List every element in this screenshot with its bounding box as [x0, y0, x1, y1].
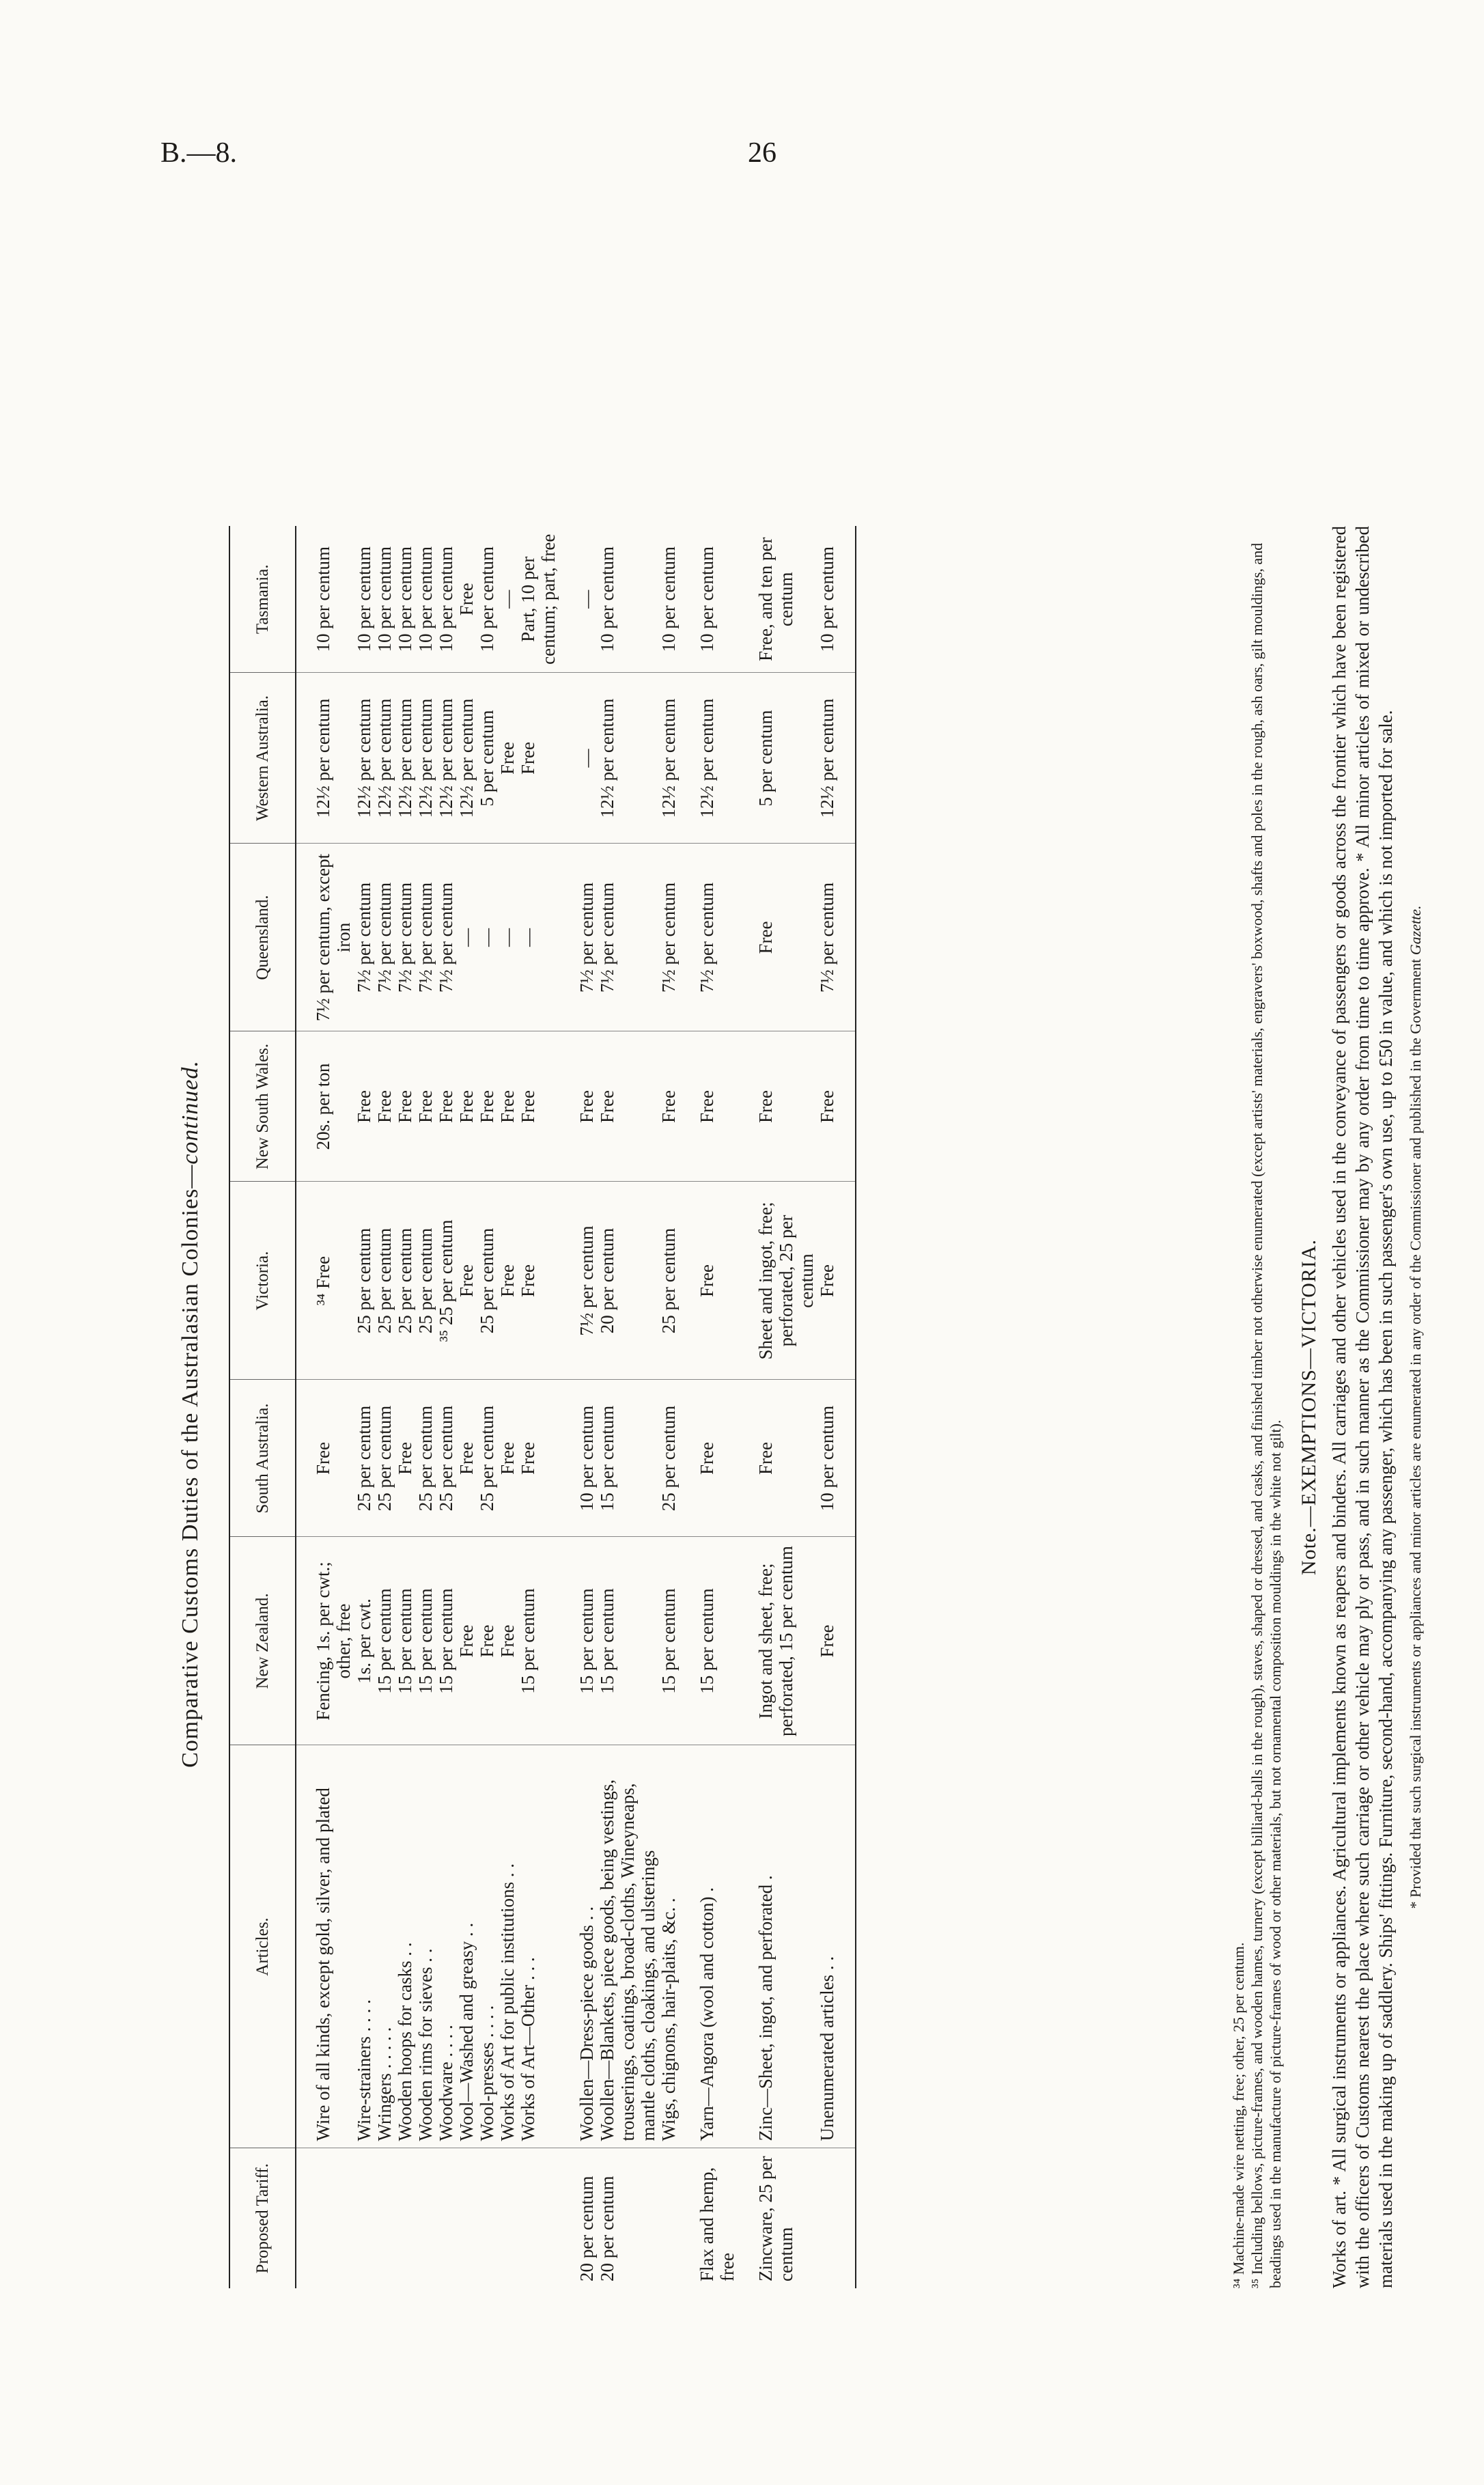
- cell-proposed-tariff: [354, 2148, 374, 2288]
- cell-western-australia: 12½ per centum: [817, 673, 856, 844]
- table-row: [456, 526, 477, 2288]
- cell-queensland: 7½ per centum, except iron: [296, 844, 354, 1031]
- cell-victoria: Free: [456, 1182, 477, 1380]
- exemptions-note: [1298, 526, 1425, 2288]
- cell-new-south-wales: Free: [658, 1031, 679, 1182]
- cell-queensland: 7½ per centum: [374, 844, 395, 1031]
- cell-victoria: Free: [679, 1182, 738, 1380]
- cell-new-south-wales: Free: [456, 1031, 477, 1182]
- table-row: [817, 526, 856, 2288]
- cell-proposed-tariff: [374, 2148, 395, 2288]
- cell-proposed-tariff: Flax and hemp, free: [697, 2167, 738, 2281]
- cell-south-australia: Free: [738, 1380, 817, 1537]
- cell-new-south-wales: Free: [679, 1031, 738, 1182]
- cell-new-south-wales: Free: [374, 1031, 395, 1182]
- table-footnotes: [1229, 526, 1285, 2288]
- cell-new-zealand: Free: [456, 1537, 477, 1745]
- table-body: [296, 526, 856, 2288]
- cell-article: Works of Art—Other . . .: [518, 1745, 559, 2148]
- cell-south-australia: 25 per centum: [354, 1380, 374, 1537]
- cell-western-australia: 12½ per centum: [395, 673, 415, 844]
- document-reference: B.—8.: [160, 137, 238, 169]
- cell-western-australia: 12½ per centum: [436, 673, 456, 844]
- cell-western-australia: 12½ per centum: [296, 673, 354, 844]
- table-row: [658, 526, 679, 2288]
- cell-south-australia: 25 per centum: [658, 1380, 679, 1537]
- table-title: [178, 540, 204, 2288]
- cell-article: Wigs, chignons, hair-plaits, &c. .: [658, 1745, 679, 2148]
- cell-western-australia: 12½ per centum: [597, 673, 658, 844]
- table-row: [477, 526, 497, 2288]
- cell-article: Zinc—Sheet, ingot, and perforated .: [738, 1745, 817, 2148]
- cell-article: Woollen—Blankets, piece goods, being vestings, trouserings, coatings, broad-cloths, Wineyneaps, mantle cloths, cloakings, and ulsterings: [597, 1745, 658, 2148]
- table-row: [679, 526, 738, 2288]
- cell-queensland: 7½ per centum: [679, 844, 738, 1031]
- cell-new-south-wales: Free: [518, 1031, 559, 1182]
- table-row: [738, 526, 817, 2288]
- table-row: [354, 526, 374, 2288]
- cell-victoria: Free: [817, 1182, 856, 1380]
- cell-victoria: 25 per centum: [354, 1182, 374, 1380]
- cell-western-australia: 12½ per centum: [679, 673, 738, 844]
- cell-queensland: —: [497, 844, 518, 1031]
- cell-western-australia: 12½ per centum: [658, 673, 679, 844]
- cell-south-australia: Free: [518, 1380, 559, 1537]
- cell-tasmania: Free: [456, 526, 477, 673]
- cell-south-australia: Free: [296, 1380, 354, 1537]
- cell-article: Wooden hoops for casks . .: [395, 1745, 415, 2148]
- cell-queensland: 7½ per centum: [817, 844, 856, 1031]
- cell-western-australia: Free: [518, 673, 559, 844]
- cell-new-south-wales: Free: [395, 1031, 415, 1182]
- cell-tasmania: 10 per centum: [354, 526, 374, 673]
- cell-western-australia: 12½ per centum: [456, 673, 477, 844]
- cell-proposed-tariff: [518, 2148, 559, 2288]
- cell-tasmania: 10 per centum: [374, 526, 395, 673]
- cell-tasmania: Part, 10 per centum; part, free: [518, 526, 559, 673]
- cell-queensland: —: [477, 844, 497, 1031]
- cell-article: Wooden rims for sieves . .: [415, 1745, 436, 2148]
- cell-south-australia: 10 per centum: [817, 1380, 856, 1537]
- col-header-proposed-tariff: Proposed Tariff.: [229, 2148, 296, 2288]
- table-row: [415, 526, 436, 2288]
- cell-tasmania: Free, and ten per centum: [738, 526, 817, 673]
- cell-new-south-wales: Free: [415, 1031, 436, 1182]
- cell-article: Woollen—Dress-piece goods . .: [559, 1745, 597, 2148]
- footnote-35: ³⁵ Including bellows, picture-frames, and wooden hames, turnery (except billiard-balls in the rough), staves, shaped or dressed, and casks, and finished timber not otherwise enumerated (except artists' materials, engravers' boxwood, shafts and poles in the rough, ash oars, gilt mouldings, and beadings used in the manufacture of picture-frames of wood or other materials, but not ornamental composition mouldings in the white not gilt).: [1248, 542, 1284, 2288]
- cell-western-australia: 12½ per centum: [374, 673, 395, 844]
- cell-new-south-wales: Free: [497, 1031, 518, 1182]
- cell-article: Woodware . . . .: [436, 1745, 456, 2148]
- cell-new-zealand: Free: [817, 1537, 856, 1745]
- cell-new-south-wales: Free: [477, 1031, 497, 1182]
- table-header-row: [229, 526, 296, 2288]
- cell-proposed-tariff: [436, 2148, 456, 2288]
- cell-new-zealand: 15 per centum: [415, 1537, 436, 1745]
- cell-south-australia: Free: [395, 1380, 415, 1537]
- cell-new-zealand: 15 per centum: [395, 1537, 415, 1745]
- cell-tasmania: 10 per centum: [477, 526, 497, 673]
- cell-south-australia: Free: [497, 1380, 518, 1537]
- cell-new-south-wales: Free: [559, 1031, 597, 1182]
- col-header-new-south-wales: New South Wales.: [229, 1031, 296, 1182]
- cell-new-south-wales: Free: [597, 1031, 658, 1182]
- cell-new-south-wales: Free: [817, 1031, 856, 1182]
- table-row: [559, 526, 597, 2288]
- cell-western-australia: 5 per centum: [738, 673, 817, 844]
- table-row: [518, 526, 559, 2288]
- cell-new-zealand: Ingot and sheet, free; perforated, 15 per centum: [738, 1537, 817, 1745]
- cell-new-south-wales: Free: [436, 1031, 456, 1182]
- cell-south-australia: 25 per centum: [477, 1380, 497, 1537]
- cell-south-australia: 10 per centum: [559, 1380, 597, 1537]
- cell-south-australia: Free: [679, 1380, 738, 1537]
- col-header-queensland: Queensland.: [229, 844, 296, 1031]
- cell-new-zealand: Fencing, 1s. per cwt.; other, free: [296, 1537, 354, 1745]
- cell-article: Unenumerated articles . .: [817, 1745, 856, 2148]
- cell-queensland: —: [456, 844, 477, 1031]
- cell-queensland: 7½ per centum: [559, 844, 597, 1031]
- cell-victoria: 25 per centum: [658, 1182, 679, 1380]
- cell-western-australia: —: [559, 673, 597, 844]
- note-footnote: [1407, 526, 1425, 2288]
- cell-new-zealand: 15 per centum: [658, 1537, 679, 1745]
- cell-new-zealand: Free: [477, 1537, 497, 1745]
- cell-victoria: 20 per centum: [597, 1182, 658, 1380]
- cell-article: Wire of all kinds, except gold, silver, and plated: [296, 1745, 354, 2148]
- cell-article: Wire-strainers . . . .: [354, 1745, 374, 2148]
- customs-duties-table: [229, 526, 856, 2288]
- col-header-victoria: Victoria.: [229, 1182, 296, 1380]
- table-title-main: Comparative Customs Duties of the Australasian Colonies—: [178, 1164, 203, 1768]
- cell-western-australia: Free: [497, 673, 518, 844]
- col-header-articles: Articles.: [229, 1745, 296, 2148]
- cell-victoria: 7½ per centum: [559, 1182, 597, 1380]
- footnote-34: ³⁴ Machine-made wire netting, free; other, 25 per centum.: [1230, 1942, 1247, 2288]
- cell-proposed-tariff: 20 per centum: [597, 2176, 617, 2281]
- cell-new-zealand: 1s. per cwt.: [354, 1537, 374, 1745]
- cell-victoria: 25 per centum: [395, 1182, 415, 1380]
- note-heading: Note.—EXEMPTIONS—VICTORIA.: [1298, 1238, 1320, 1576]
- table-row: [597, 526, 658, 2288]
- cell-tasmania: 10 per centum: [395, 526, 415, 673]
- cell-proposed-tariff: [296, 2148, 354, 2288]
- table-row: [436, 526, 456, 2288]
- cell-proposed-tariff: [817, 2148, 856, 2288]
- cell-queensland: 7½ per centum: [597, 844, 658, 1031]
- cell-article: Works of Art for public institutions . .: [497, 1745, 518, 2148]
- cell-proposed-tariff: Zincware, 25 per centum: [755, 2156, 796, 2281]
- cell-new-south-wales: Free: [738, 1031, 817, 1182]
- cell-new-zealand: 15 per centum: [559, 1537, 597, 1745]
- table-row: [374, 526, 395, 2288]
- cell-victoria: ³⁴ Free: [296, 1182, 354, 1380]
- cell-new-zealand: 15 per centum: [518, 1537, 559, 1745]
- cell-new-south-wales: Free: [354, 1031, 374, 1182]
- page-header: [160, 137, 1321, 178]
- cell-new-zealand: 15 per centum: [436, 1537, 456, 1745]
- cell-western-australia: 12½ per centum: [354, 673, 374, 844]
- cell-new-zealand: 15 per centum: [679, 1537, 738, 1745]
- cell-south-australia: 15 per centum: [597, 1380, 658, 1537]
- table-row: [395, 526, 415, 2288]
- rotated-page-content: [164, 205, 1424, 2288]
- cell-tasmania: 10 per centum: [817, 526, 856, 673]
- col-header-western-australia: Western Australia.: [229, 673, 296, 844]
- note-footnote-text: * Provided that such surgical instruments or appliances and minor articles are enumerated in any order of the Commissioner and published in the Government: [1407, 958, 1424, 1909]
- page-number: 26: [748, 137, 776, 169]
- cell-article: Wool-presses . . . .: [477, 1745, 497, 2148]
- note-footnote-gazette: Gazette.: [1407, 905, 1424, 956]
- cell-western-australia: 5 per centum: [477, 673, 497, 844]
- cell-new-zealand: 15 per centum: [597, 1537, 658, 1745]
- cell-proposed-tariff: [477, 2148, 497, 2288]
- cell-queensland: 7½ per centum: [658, 844, 679, 1031]
- cell-victoria: Free: [497, 1182, 518, 1380]
- cell-south-australia: 25 per centum: [374, 1380, 395, 1537]
- cell-victoria: ³⁵ 25 per centum: [436, 1182, 456, 1380]
- cell-article: Yarn—Angora (wool and cotton) .: [679, 1745, 738, 2148]
- cell-victoria: Sheet and ingot, free; perforated, 25 per centum: [738, 1182, 817, 1380]
- cell-south-australia: 25 per centum: [415, 1380, 436, 1537]
- col-header-south-australia: South Australia.: [229, 1380, 296, 1537]
- cell-queensland: 7½ per centum: [354, 844, 374, 1031]
- cell-tasmania: 10 per centum: [436, 526, 456, 673]
- cell-new-south-wales: 20s. per ton: [296, 1031, 354, 1182]
- cell-queensland: 7½ per centum: [395, 844, 415, 1031]
- table-row: [296, 526, 354, 2288]
- cell-queensland: —: [518, 844, 559, 1031]
- cell-victoria: Free: [518, 1182, 559, 1380]
- table-title-suffix: continued.: [178, 1060, 203, 1165]
- cell-south-australia: 25 per centum: [436, 1380, 456, 1537]
- table-row: [497, 526, 518, 2288]
- cell-proposed-tariff: [395, 2148, 415, 2288]
- cell-western-australia: 12½ per centum: [415, 673, 436, 844]
- cell-victoria: 25 per centum: [374, 1182, 395, 1380]
- cell-tasmania: —: [497, 526, 518, 673]
- cell-article: Wool—Washed and greasy . .: [456, 1745, 477, 2148]
- note-body: Works of art. * All surgical instruments or appliances. Agricultural implements known as reapers and binders. All carriages and other vehicles used in the conveyance of passengers or goods across the frontier which have been registered with the officers of Customs nearest the place where such carriage or other vehicle may ply or pass, and in such manner as the Commissioner may by any order from time to time approve. * All minor articles of mixed or undescribed materials used in the making up of saddlery. Ships' fittings. Furniture, second-hand, accompanying any passenger, which has been in such passenger's own use, up to £50 in value, and which is not imported for sale.: [1329, 526, 1396, 2288]
- cell-queensland: Free: [738, 844, 817, 1031]
- cell-proposed-tariff: [415, 2148, 436, 2288]
- cell-tasmania: 10 per centum: [296, 526, 354, 673]
- cell-queensland: 7½ per centum: [436, 844, 456, 1031]
- cell-south-australia: Free: [456, 1380, 477, 1537]
- cell-victoria: 25 per centum: [415, 1182, 436, 1380]
- cell-tasmania: 10 per centum: [658, 526, 679, 673]
- cell-proposed-tariff: [456, 2148, 477, 2288]
- cell-tasmania: 10 per centum: [597, 526, 658, 673]
- cell-new-zealand: 15 per centum: [374, 1537, 395, 1745]
- cell-tasmania: 10 per centum: [679, 526, 738, 673]
- cell-tasmania: 10 per centum: [415, 526, 436, 673]
- cell-article: Wringers . . . . .: [374, 1745, 395, 2148]
- cell-proposed-tariff: 20 per centum: [576, 2176, 597, 2281]
- cell-queensland: 7½ per centum: [415, 844, 436, 1031]
- cell-new-zealand: Free: [497, 1537, 518, 1745]
- col-header-new-zealand: New Zealand.: [229, 1537, 296, 1745]
- col-header-tasmania: Tasmania.: [229, 526, 296, 673]
- cell-victoria: 25 per centum: [477, 1182, 497, 1380]
- cell-proposed-tariff: [658, 2148, 679, 2288]
- cell-tasmania: —: [559, 526, 597, 673]
- cell-proposed-tariff: [497, 2148, 518, 2288]
